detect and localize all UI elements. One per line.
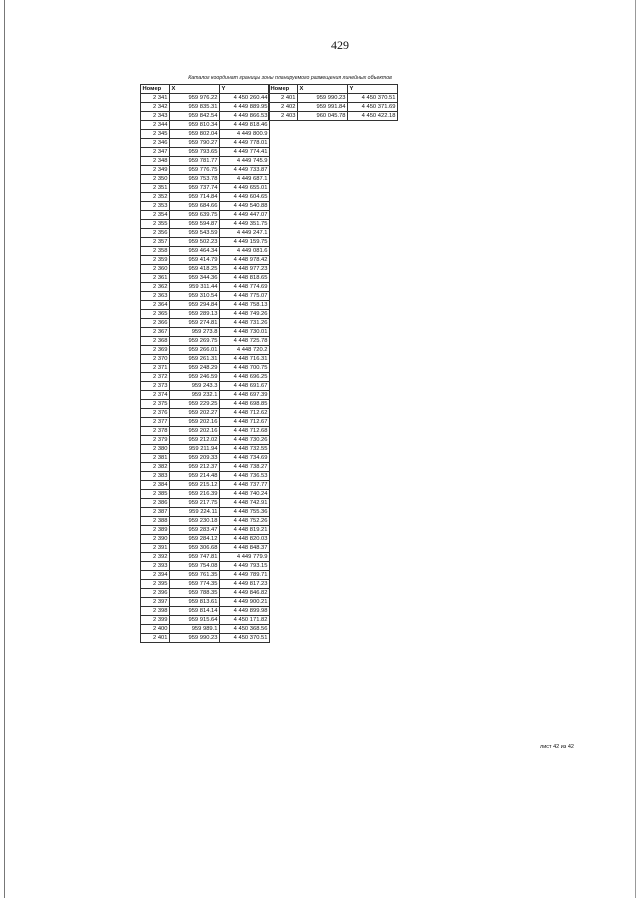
table-row — [141, 202, 270, 211]
cell-number: 2 359 — [141, 256, 170, 265]
cell-x: 959 976.22 — [170, 94, 220, 103]
cell-x: 959 737.74 — [170, 184, 220, 193]
sheet-label: лист 42 из 42 — [540, 744, 574, 750]
cell-number: 2 388 — [141, 517, 170, 526]
table-row — [269, 94, 398, 103]
cell-x: 959 776.75 — [170, 166, 220, 175]
table-row — [141, 337, 270, 346]
table-row — [141, 580, 270, 589]
cell-number: 2 372 — [141, 373, 170, 382]
cell-number: 2 398 — [141, 607, 170, 616]
cell-number: 2 357 — [141, 238, 170, 247]
cell-x: 959 990.23 — [170, 634, 220, 643]
cell-number: 2 382 — [141, 463, 170, 472]
table-row — [269, 103, 398, 112]
cell-y: 4 448 752.26 — [220, 517, 270, 526]
cell-y: 4 449 817.23 — [220, 580, 270, 589]
cell-x: 959 310.54 — [170, 292, 220, 301]
cell-y: 4 448 712.67 — [220, 418, 270, 427]
cell-x: 959 684.66 — [170, 202, 220, 211]
table-row — [141, 283, 270, 292]
cell-y: 4 448 738.27 — [220, 463, 270, 472]
cell-x: 959 810.34 — [170, 121, 220, 130]
cell-x: 959 793.65 — [170, 148, 220, 157]
cell-y: 4 449 733.87 — [220, 166, 270, 175]
cell-y: 4 448 734.69 — [220, 454, 270, 463]
cell-number: 2 344 — [141, 121, 170, 130]
cell-y: 4 448 730.26 — [220, 436, 270, 445]
cell-x: 959 753.78 — [170, 175, 220, 184]
cell-number: 2 386 — [141, 499, 170, 508]
cell-y: 4 449 351.75 — [220, 220, 270, 229]
cell-number: 2 345 — [141, 130, 170, 139]
cell-number: 2 400 — [141, 625, 170, 634]
cell-number: 2 367 — [141, 328, 170, 337]
cell-y: 4 450 260.44 — [220, 94, 270, 103]
cell-y: 4 450 370.51 — [348, 94, 398, 103]
scan-edge-right — [635, 0, 636, 898]
cell-y: 4 449 159.75 — [220, 238, 270, 247]
cell-number: 2 391 — [141, 544, 170, 553]
table-row — [141, 436, 270, 445]
cell-number: 2 365 — [141, 310, 170, 319]
table-header-row — [141, 85, 270, 94]
cell-number: 2 378 — [141, 427, 170, 436]
cell-x: 959 283.47 — [170, 526, 220, 535]
cell-y: 4 449 889.95 — [220, 103, 270, 112]
cell-x: 959 230.18 — [170, 517, 220, 526]
header-x: X — [170, 85, 220, 94]
cell-y: 4 448 700.75 — [220, 364, 270, 373]
cell-number: 2 343 — [141, 112, 170, 121]
page-number: 429 — [331, 38, 349, 52]
cell-number: 2 376 — [141, 409, 170, 418]
cell-number: 2 401 — [141, 634, 170, 643]
table-row — [141, 418, 270, 427]
cell-x: 959 243.3 — [170, 382, 220, 391]
cell-x: 959 202.27 — [170, 409, 220, 418]
table-row — [141, 238, 270, 247]
cell-x: 959 502.23 — [170, 238, 220, 247]
cell-y: 4 448 818.65 — [220, 274, 270, 283]
cell-number: 2 348 — [141, 157, 170, 166]
table-caption: Каталог координат границы зоны планируемого размещения линейных объектов — [188, 75, 392, 81]
table-row — [141, 175, 270, 184]
cell-x: 959 232.1 — [170, 391, 220, 400]
cell-x: 959 418.25 — [170, 265, 220, 274]
cell-y: 4 450 422.18 — [348, 112, 398, 121]
cell-x: 959 639.75 — [170, 211, 220, 220]
table-row — [141, 427, 270, 436]
cell-y: 4 448 731.26 — [220, 319, 270, 328]
cell-y: 4 449 818.46 — [220, 121, 270, 130]
table-row — [141, 292, 270, 301]
cell-y: 4 449 778.01 — [220, 139, 270, 148]
cell-number: 2 377 — [141, 418, 170, 427]
cell-number: 2 362 — [141, 283, 170, 292]
cell-x: 959 754.08 — [170, 562, 220, 571]
cell-number: 2 375 — [141, 400, 170, 409]
cell-x: 959 212.37 — [170, 463, 220, 472]
cell-x: 959 814.14 — [170, 607, 220, 616]
cell-number: 2 397 — [141, 598, 170, 607]
cell-y: 4 448 775.07 — [220, 292, 270, 301]
cell-y: 4 448 720.2 — [220, 346, 270, 355]
cell-x: 959 842.54 — [170, 112, 220, 121]
table-row — [141, 400, 270, 409]
cell-number: 2 350 — [141, 175, 170, 184]
cell-number: 2 379 — [141, 436, 170, 445]
table-row — [141, 481, 270, 490]
cell-x: 959 214.48 — [170, 472, 220, 481]
cell-number: 2 401 — [269, 94, 298, 103]
cell-x: 959 915.64 — [170, 616, 220, 625]
cell-y: 4 449 745.9 — [220, 157, 270, 166]
table-row — [141, 301, 270, 310]
cell-number: 2 369 — [141, 346, 170, 355]
table-row — [141, 211, 270, 220]
cell-y: 4 448 725.78 — [220, 337, 270, 346]
cell-number: 2 370 — [141, 355, 170, 364]
cell-number: 2 381 — [141, 454, 170, 463]
table-row — [141, 607, 270, 616]
cell-y: 4 448 697.39 — [220, 391, 270, 400]
cell-y: 4 448 848.37 — [220, 544, 270, 553]
coordinates-table-left — [140, 84, 270, 643]
table-row — [141, 634, 270, 643]
cell-x: 959 202.16 — [170, 427, 220, 436]
cell-number: 2 371 — [141, 364, 170, 373]
table-row — [141, 265, 270, 274]
cell-y: 4 450 368.56 — [220, 625, 270, 634]
cell-y: 4 448 737.77 — [220, 481, 270, 490]
cell-number: 2 361 — [141, 274, 170, 283]
table-row — [141, 130, 270, 139]
table-header-row — [269, 85, 398, 94]
cell-x: 959 761.35 — [170, 571, 220, 580]
cell-x: 959 217.75 — [170, 499, 220, 508]
table-row — [141, 355, 270, 364]
header-y: Y — [220, 85, 270, 94]
cell-x: 959 215.12 — [170, 481, 220, 490]
cell-x: 959 269.75 — [170, 337, 220, 346]
cell-y: 4 449 081.6 — [220, 247, 270, 256]
cell-y: 4 449 540.88 — [220, 202, 270, 211]
cell-x: 959 991.84 — [298, 103, 348, 112]
cell-number: 2 403 — [269, 112, 298, 121]
cell-number: 2 392 — [141, 553, 170, 562]
cell-x: 959 414.79 — [170, 256, 220, 265]
cell-number: 2 347 — [141, 148, 170, 157]
table-row — [141, 598, 270, 607]
cell-y: 4 448 978.42 — [220, 256, 270, 265]
cell-number: 2 353 — [141, 202, 170, 211]
cell-x: 959 790.27 — [170, 139, 220, 148]
cell-y: 4 448 712.62 — [220, 409, 270, 418]
cell-y: 4 448 758.13 — [220, 301, 270, 310]
cell-x: 959 781.77 — [170, 157, 220, 166]
cell-x: 959 311.44 — [170, 283, 220, 292]
cell-x: 959 202.16 — [170, 418, 220, 427]
cell-number: 2 351 — [141, 184, 170, 193]
cell-number: 2 346 — [141, 139, 170, 148]
table-row — [141, 571, 270, 580]
scan-edge-left — [4, 0, 5, 898]
table-row — [141, 184, 270, 193]
cell-x: 959 835.31 — [170, 103, 220, 112]
cell-x: 959 266.01 — [170, 346, 220, 355]
cell-y: 4 449 846.82 — [220, 589, 270, 598]
cell-number: 2 396 — [141, 589, 170, 598]
cell-number: 2 387 — [141, 508, 170, 517]
header-y: Y — [348, 85, 398, 94]
cell-x: 959 747.81 — [170, 553, 220, 562]
cell-y: 4 448 712.68 — [220, 427, 270, 436]
cell-y: 4 448 977.23 — [220, 265, 270, 274]
cell-x: 959 464.34 — [170, 247, 220, 256]
table-row — [141, 310, 270, 319]
cell-x: 959 989.1 — [170, 625, 220, 634]
cell-number: 2 394 — [141, 571, 170, 580]
cell-number: 2 360 — [141, 265, 170, 274]
table-row — [141, 517, 270, 526]
table-row — [141, 229, 270, 238]
cell-y: 4 448 742.91 — [220, 499, 270, 508]
table-row — [141, 535, 270, 544]
cell-number: 2 385 — [141, 490, 170, 499]
table-row — [141, 463, 270, 472]
cell-number: 2 380 — [141, 445, 170, 454]
cell-y: 4 448 819.21 — [220, 526, 270, 535]
cell-y: 4 448 749.26 — [220, 310, 270, 319]
cell-y: 4 448 774.69 — [220, 283, 270, 292]
table-row — [141, 562, 270, 571]
table-row — [141, 409, 270, 418]
cell-x: 959 229.25 — [170, 400, 220, 409]
table-row — [141, 445, 270, 454]
cell-number: 2 393 — [141, 562, 170, 571]
cell-y: 4 449 793.15 — [220, 562, 270, 571]
table-row — [141, 625, 270, 634]
table-row — [141, 544, 270, 553]
header-x: X — [298, 85, 348, 94]
cell-number: 2 364 — [141, 301, 170, 310]
cell-number: 2 355 — [141, 220, 170, 229]
cell-x: 959 274.81 — [170, 319, 220, 328]
cell-number: 2 356 — [141, 229, 170, 238]
table-row — [141, 157, 270, 166]
table-row — [141, 454, 270, 463]
cell-y: 4 449 866.53 — [220, 112, 270, 121]
cell-x: 959 289.13 — [170, 310, 220, 319]
cell-number: 2 390 — [141, 535, 170, 544]
cell-y: 4 448 736.53 — [220, 472, 270, 481]
cell-x: 959 543.59 — [170, 229, 220, 238]
cell-x: 959 284.12 — [170, 535, 220, 544]
cell-x: 959 788.35 — [170, 589, 220, 598]
table-row — [141, 472, 270, 481]
table-row — [141, 274, 270, 283]
table-row — [141, 589, 270, 598]
cell-y: 4 449 789.71 — [220, 571, 270, 580]
cell-y: 4 449 247.1 — [220, 229, 270, 238]
table-row — [141, 247, 270, 256]
cell-number: 2 349 — [141, 166, 170, 175]
cell-y: 4 448 755.36 — [220, 508, 270, 517]
cell-number: 2 363 — [141, 292, 170, 301]
cell-number: 2 374 — [141, 391, 170, 400]
cell-y: 4 448 716.31 — [220, 355, 270, 364]
cell-x: 959 211.94 — [170, 445, 220, 454]
cell-y: 4 448 740.24 — [220, 490, 270, 499]
cell-x: 959 774.35 — [170, 580, 220, 589]
cell-x: 959 216.39 — [170, 490, 220, 499]
table-row — [269, 112, 398, 121]
table-row — [141, 553, 270, 562]
cell-y: 4 449 899.98 — [220, 607, 270, 616]
cell-y: 4 449 604.65 — [220, 193, 270, 202]
table-row — [141, 166, 270, 175]
cell-y: 4 449 687.1 — [220, 175, 270, 184]
cell-x: 959 594.87 — [170, 220, 220, 229]
cell-x: 959 813.61 — [170, 598, 220, 607]
table-row — [141, 112, 270, 121]
header-number: Номер — [141, 85, 170, 94]
table-row — [141, 526, 270, 535]
table-row — [141, 373, 270, 382]
table-row — [141, 319, 270, 328]
cell-number: 2 389 — [141, 526, 170, 535]
cell-x: 960 045.78 — [298, 112, 348, 121]
table-row — [141, 193, 270, 202]
cell-number: 2 368 — [141, 337, 170, 346]
cell-y: 4 449 900.21 — [220, 598, 270, 607]
table-row — [141, 121, 270, 130]
table-row — [141, 220, 270, 229]
cell-x: 959 273.8 — [170, 328, 220, 337]
header-number: Номер — [269, 85, 298, 94]
cell-y: 4 448 730.01 — [220, 328, 270, 337]
cell-number: 2 395 — [141, 580, 170, 589]
cell-number: 2 342 — [141, 103, 170, 112]
cell-x: 959 306.68 — [170, 544, 220, 553]
cell-y: 4 448 820.03 — [220, 535, 270, 544]
cell-number: 2 402 — [269, 103, 298, 112]
table-row — [141, 508, 270, 517]
cell-x: 959 344.36 — [170, 274, 220, 283]
cell-number: 2 341 — [141, 94, 170, 103]
cell-number: 2 399 — [141, 616, 170, 625]
cell-number: 2 354 — [141, 211, 170, 220]
cell-y: 4 450 171.82 — [220, 616, 270, 625]
cell-number: 2 373 — [141, 382, 170, 391]
cell-y: 4 449 774.41 — [220, 148, 270, 157]
table-row — [141, 382, 270, 391]
table-row — [141, 616, 270, 625]
table-row — [141, 391, 270, 400]
cell-x: 959 294.84 — [170, 301, 220, 310]
cell-y: 4 449 447.07 — [220, 211, 270, 220]
cell-number: 2 366 — [141, 319, 170, 328]
cell-y: 4 448 691.67 — [220, 382, 270, 391]
table-row — [141, 139, 270, 148]
table-row — [141, 499, 270, 508]
cell-x: 959 212.02 — [170, 436, 220, 445]
cell-y: 4 450 370.51 — [220, 634, 270, 643]
coordinates-table-right — [268, 84, 398, 121]
table-row — [141, 148, 270, 157]
cell-y: 4 448 698.85 — [220, 400, 270, 409]
cell-x: 959 714.84 — [170, 193, 220, 202]
table-row — [141, 346, 270, 355]
table-row — [141, 490, 270, 499]
cell-x: 959 261.31 — [170, 355, 220, 364]
cell-y: 4 449 655.01 — [220, 184, 270, 193]
table-row — [141, 94, 270, 103]
table-row — [141, 256, 270, 265]
table-row — [141, 328, 270, 337]
cell-x: 959 990.23 — [298, 94, 348, 103]
cell-y: 4 449 800.9 — [220, 130, 270, 139]
cell-x: 959 248.29 — [170, 364, 220, 373]
cell-x: 959 224.11 — [170, 508, 220, 517]
cell-number: 2 358 — [141, 247, 170, 256]
cell-number: 2 384 — [141, 481, 170, 490]
cell-y: 4 448 696.25 — [220, 373, 270, 382]
cell-y: 4 449 779.9 — [220, 553, 270, 562]
cell-y: 4 448 732.55 — [220, 445, 270, 454]
cell-number: 2 352 — [141, 193, 170, 202]
cell-x: 959 802.04 — [170, 130, 220, 139]
cell-x: 959 209.33 — [170, 454, 220, 463]
table-row — [141, 364, 270, 373]
table-row — [141, 103, 270, 112]
cell-y: 4 450 371.69 — [348, 103, 398, 112]
cell-x: 959 246.59 — [170, 373, 220, 382]
cell-number: 2 383 — [141, 472, 170, 481]
